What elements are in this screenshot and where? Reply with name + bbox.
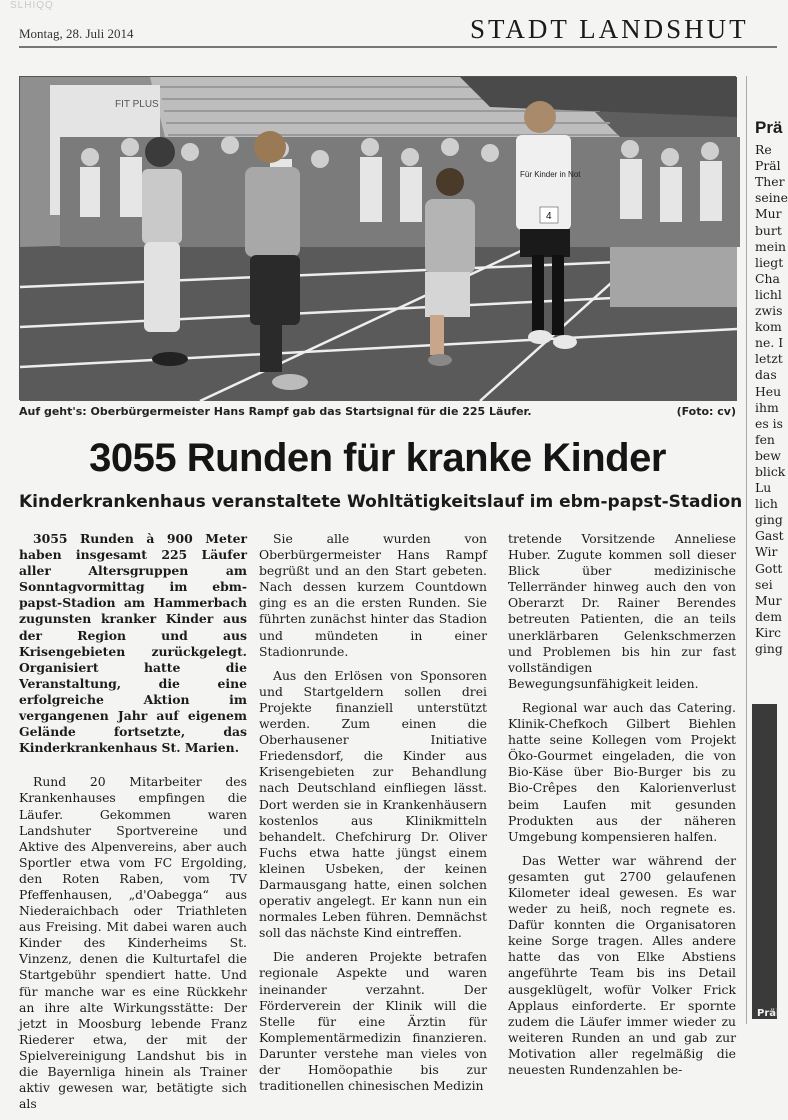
adjacent-text-line: burt	[755, 222, 782, 238]
adjacent-headline: Prä	[755, 118, 783, 137]
race-start-photo	[19, 76, 736, 400]
adjacent-text-line: Cha	[755, 270, 780, 286]
adjacent-article-fragment	[755, 110, 788, 680]
adjacent-text-line: ne. I	[755, 335, 784, 351]
article-lead: 3055 Runden à 900 Meter haben insgesamt 225 Läufer aller Altersgruppen am Sonntagvormittag im ebm-papst-Stadion am Hammerbach zugunsten kranker Kinder aus der Region und aus Krisengebieten zurückgelegt. Organisiert hatte die Veranstaltung, die eine erfolgreiche Aktion im vergangenen Jahr auf eigenem Gelände fortsetzte, das Kinderkrankenhaus St. Marien.	[19, 531, 247, 756]
adjacent-text-line: ging	[755, 641, 783, 656]
adjacent-text-line: Heu	[755, 383, 782, 399]
adjacent-text-line: liegt	[755, 254, 784, 270]
adjacent-text-line: Re	[755, 142, 772, 158]
article-paragraph: Die anderen Projekte betrafen regionale Aspekte und waren ineinander verzahnt. Der Förderverein der Klinik will die Stelle für eine Ärztin für Komplementärmedizin finanzieren. Darunter verstehe man vieles von der Homöopathie bis zur traditionellen chinesischen Medizin	[259, 949, 487, 1094]
bib-number: 4	[546, 211, 552, 222]
adjacent-text-line: fen	[755, 431, 775, 447]
adjacent-text-line: es is	[755, 415, 783, 431]
caption-text: Auf geht's: Oberbürgermeister Hans Rampf gab das Startsignal für die 225 Läufer.	[19, 405, 532, 418]
adjacent-text-line: zwis	[755, 303, 783, 319]
adjacent-text-line: ihm	[755, 399, 779, 415]
adjacent-text-line: Mur	[755, 206, 782, 222]
article-paragraph: Regional war auch das Catering. Klinik-Chefkoch Gilbert Biehlen hatte seine Kollegen vom Projekt Öko-Gourmet eingeladen, die von Bio-Käse über Bio-Burger bis zu Bio-Crêpes den Kalorienverlust beim Laufen mit gesunden Produkten aus der näheren Umgebung kompensieren halfen.	[508, 699, 736, 844]
article-column-2	[259, 531, 487, 1102]
adjacent-text-line: seine	[755, 190, 788, 206]
shirt-slogan: Für Kinder in Not	[520, 170, 581, 179]
article-paragraph: Aus den Erlösen von Sponsoren und Startgeldern sollen drei Projekte finanziell unterstützt werden. Zum einen die Oberhausener Initiative Friedensdorf, die Kinder aus Krisengebieten zur Behandlung nach Deutschland einfliegen lässt. Dort werden sie in Krankenhäusern kostenlos aus Klinikmitteln behandelt. Chefchirurg Dr. Oliver Fuchs etwa hatte jüngst einem kleinen Usbeken, der keinen Darmausgang hatte, einen solchen operativ angelegt. Er kann nun ein normales Leben führen. Demnächst soll das nächste Kind eintreffen.	[259, 667, 487, 941]
article-paragraph: Das Wetter war während der gesamten gut 2700 gelaufenen Kilometer ideal gewesen. Es war weder zu heiß, noch regnete es. Dafür konnten die Organisatoren keine Sorge tragen. Alles andere hatte das von Elke Abstiens angeführte Team bis ins Detail ausgeklügelt, wofür Volker Frick Applaus einforderte. Er spornte zudem die Läufer immer wieder zu weiteren Runden an und gab zur Motivation aller regelmäßig die neuesten Rundenzahlen be-	[508, 852, 736, 1077]
adjacent-text-line: letzt	[755, 351, 783, 367]
adjacent-text-line: lich	[755, 496, 778, 512]
watermark: SLHIQQ	[10, 0, 54, 11]
article-paragraph: tretende Vorsitzende Anneliese Huber. Zugute kommen soll dieser Blick über medizinische Tellerränder hinweg auch den von Oberarzt Dr. Rainer Berendes betreuten Patienten, die an teils unerklärbaren Gelenkschmerzen und Problemen bis hin zur fast vollständigen Bewegungsunfähigkeit leiden.	[508, 531, 736, 691]
adjacent-text-line: dem	[755, 608, 783, 624]
adjacent-text-line: Gott	[755, 560, 783, 576]
adjacent-text-line: lichl	[755, 286, 782, 302]
adjacent-text-line: ging	[755, 512, 783, 528]
article-subhead: Kinderkrankenhaus veranstaltete Wohltätigkeitslauf im ebm-papst-Stadion	[19, 492, 743, 512]
article-column-3	[508, 531, 736, 1086]
adjacent-text-line: das	[755, 367, 777, 383]
adjacent-photo-caption: Präl	[757, 1008, 780, 1019]
adjacent-text-line: sei	[755, 576, 773, 592]
column-divider	[746, 76, 747, 1024]
section-title: STADT LANDSHUT	[470, 14, 749, 44]
adjacent-text-line: kom	[755, 319, 782, 335]
article-paragraph: Rund 20 Mitarbeiter des Krankenhauses empfingen die Läufer. Gekommen waren Landshuter Sportvereine und Aktive des Alpenvereins, aber auch Sportler etwa vom FC Ergolding, den Roten Raben, vom TV Pfeffenhausen, „d'Oabegga“ aus Niederaichbach oder Triathleten aus Freising. Mit dabei waren auch Kinder des Kinderheims St. Vinzenz, denen die Kulturtafel die Startgebühr spendiert hatte. Und für manche war es eine Rückkehr an ihre alte Wirkungsstätte: Der jetzt in Moosburg lebende Franz Riederer etwa, der mit der Spielvereinigung Landshut bis in die Bayernliga hinein als Trainer aktiv gewesen war, betätigte sich als	[19, 774, 247, 1112]
adjacent-text-line: blick	[755, 463, 786, 479]
adjacent-text-line: Präl	[755, 158, 781, 174]
header-rule	[19, 46, 777, 48]
article-paragraph: Sie alle wurden von Oberbürgermeister Hans Rampf begrüßt und an den Start gebeten. Nach dessen kurzem Countdown ging es an die ersten Runden. Sie führten zunächst hinter das Stadion und mündeten in einer Stadionrunde.	[259, 531, 487, 659]
adjacent-text-line: mein	[755, 238, 787, 254]
banner-text: FIT PLUS	[115, 99, 159, 110]
adjacent-text-line: Kirc	[755, 624, 782, 640]
adjacent-text-line: Mur	[755, 592, 782, 608]
issue-date: Montag, 28. Juli 2014	[19, 26, 134, 41]
adjacent-photo	[752, 704, 780, 1019]
adjacent-text-line: bew	[755, 447, 781, 463]
adjacent-text-line: Gast	[755, 528, 784, 544]
adjacent-text-line: Ther	[755, 174, 785, 190]
photo-caption	[19, 405, 736, 418]
adjacent-text-line: Wir	[755, 544, 778, 560]
adjacent-text-line: Lu	[755, 480, 772, 496]
photo-credit: (Foto: cv)	[676, 405, 736, 418]
article-column-1	[19, 531, 247, 1120]
article-headline: 3055 Runden für kranke Kinder	[89, 436, 666, 480]
